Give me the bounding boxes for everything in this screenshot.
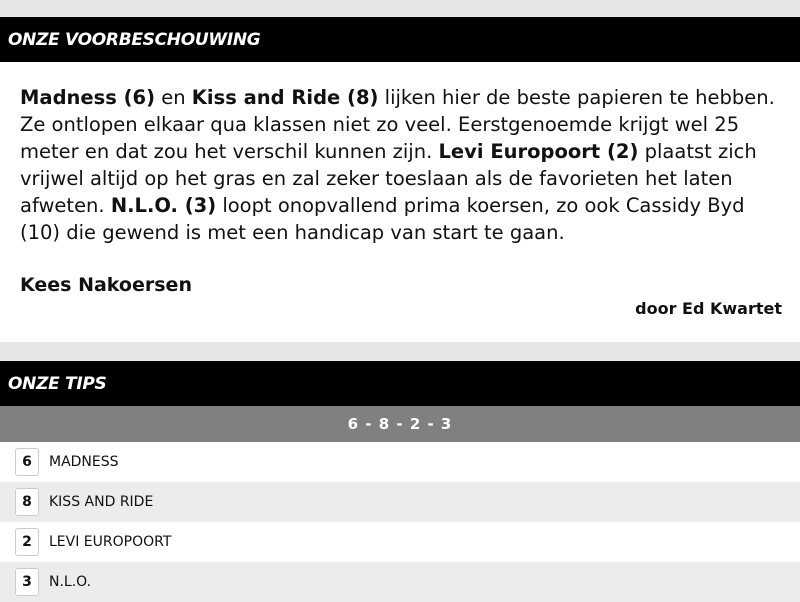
preview-signature: Kees Nakoersen (20, 274, 192, 296)
top-spacer (0, 0, 800, 17)
text-segment: plaatst zich vrijwel altijd op het gras en zal zeker toeslaan als de favorieten het laten afweten. (20, 140, 757, 217)
tip-horse-name: KISS AND RIDE (49, 494, 154, 510)
text-segment: loopt onopvallend prima koersen, zo ook Cassidy Byd (10) die gewend is met een handicap van start te gaan. (20, 194, 745, 244)
tips-header-title: ONZE TIPS (8, 373, 107, 394)
horse-mention: Levi Europoort (2) (438, 140, 639, 163)
text-segment: lijken hier de beste papieren te hebben. Ze ontlopen elkaar qua klassen niet zo veel. Eerstgenoemde krijgt wel 25 meter en dat zou het verschil kunnen zijn. (20, 86, 775, 163)
section-gap (0, 342, 800, 361)
author-byline: door Ed Kwartet (635, 299, 782, 318)
text-segment: en (155, 86, 192, 109)
tips-combination: 6 - 8 - 2 - 3 (0, 406, 800, 442)
tip-row[interactable] (0, 442, 800, 482)
tip-number-badge: 3 (15, 568, 39, 596)
preview-header-title: ONZE VOORBESCHOUWING (8, 29, 261, 50)
tip-horse-name: MADNESS (49, 454, 119, 470)
tip-row[interactable] (0, 482, 800, 522)
preview-text (20, 84, 780, 246)
preview-section-header (0, 17, 800, 62)
tip-row[interactable] (0, 522, 800, 562)
tip-number-badge: 8 (15, 488, 39, 516)
horse-mention: N.L.O. (3) (110, 194, 217, 217)
tips-section-header (0, 361, 800, 406)
horse-mention: Madness (6) (20, 86, 156, 109)
preview-article (0, 62, 800, 342)
horse-mention: Kiss and Ride (8) (191, 86, 379, 109)
tip-number-badge: 2 (15, 528, 39, 556)
tip-number-badge: 6 (15, 448, 39, 476)
tip-row[interactable] (0, 562, 800, 602)
tip-horse-name: LEVI EUROPOORT (49, 534, 172, 550)
tip-horse-name: N.L.O. (49, 574, 92, 590)
